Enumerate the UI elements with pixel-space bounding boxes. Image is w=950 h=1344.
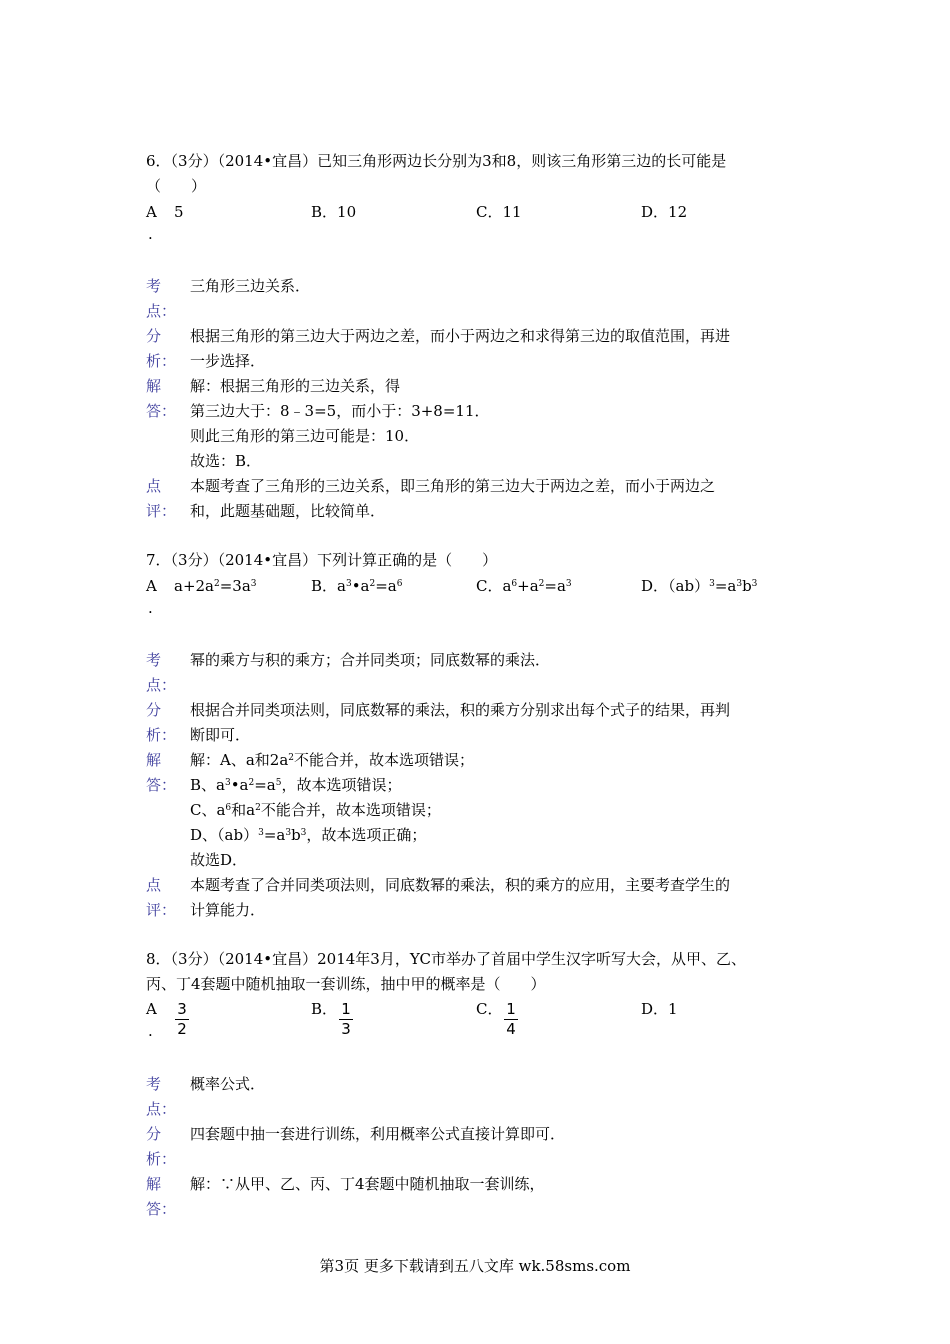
q7-jieda-label-1: 解 [146,751,162,769]
q6-option-a-dot: . [148,225,153,243]
q7-option-b: B．$a^3•a^2=a^6$ [311,577,403,595]
q7-fenxi-line1: 根据合并同类项法则，同底数幂的乘法，积的乘方分别求出每个式子的结果，再判 [190,701,731,719]
q8-option-a-denominator: 2 [177,1020,187,1038]
q7-option-c: C．$a^6+a^2=a^3$ [476,577,572,595]
q6-jieda-line2: 第三边大于：8﹣3=5，而小于：3+8=11． [190,402,490,420]
q8-jieda-line1: 解：∵从甲、乙、丙、丁4套题中随机抽取一套训练， [190,1175,545,1193]
q7-dianping-label-1: 点 [146,876,162,894]
q8-jieda-label-2: 答： [146,1200,177,1218]
q6-dianping-line1: 本题考查了三角形的三边关系，即三角形的第三边大于两边之差，而小于两边之 [190,477,716,495]
q8-option-a-fraction [175,1001,189,1038]
q7-option-a-letter: A [146,577,157,595]
q6-jieda-line4: 故选：B． [190,452,262,470]
q6-jieda-line1: 解：根据三角形的三边关系，得 [190,377,401,395]
q8-option-a-dot: . [148,1022,153,1040]
q7-option-a: $a+2a^2=3a^3$ [174,577,257,595]
q7-dianping-line2: 计算能力． [190,901,266,919]
q8-option-b-fraction [339,1001,353,1038]
q6-stem-line2: （ ） [146,177,207,195]
q8-kaodian: 概率公式． [190,1075,266,1093]
q8-option-c-numerator: 1 [504,1001,518,1020]
q8-fenxi-line1: 四套题中抽一套进行训练，利用概率公式直接计算即可． [190,1125,566,1143]
q6-jieda-label-1: 解 [146,377,162,395]
q7-jieda-line1: 解：A、a和$2a^2$不能合并，故本选项错误； [190,751,475,769]
q6-fenxi-line2: 一步选择． [190,352,266,370]
page-footer: 第3页 更多下载请到五八文库 wk.58sms.com [319,1257,631,1275]
q6-kaodian-label-2: 点： [146,302,177,320]
q8-option-a-numerator: 3 [175,1001,189,1020]
q6-jieda-label-2: 答： [146,402,177,420]
q6-dianping-label-2: 评： [146,502,177,520]
q7-fenxi-line2: 断即可． [190,726,251,744]
q7-option-d: D．$(ab)^3=a^3b^3$ [641,577,758,595]
q6-option-c: C．11 [476,203,522,221]
q6-option-a-letter: A [146,203,157,221]
q6-option-a: 5 [174,203,184,221]
q6-stem-line1: 6．（3分）（2014•宜昌）已知三角形两边长分别为3和8，则该三角形第三边的长可能是 [146,152,727,170]
q7-jieda-line5: 故选D． [190,851,248,869]
q7-kaodian: 幂的乘方与积的乘方；合并同类项；同底数幂的乘法． [190,651,551,669]
q6-kaodian: 三角形三边关系． [190,277,311,295]
q6-fenxi-label-1: 分 [146,327,162,345]
q8-option-c-denominator: 4 [506,1020,516,1038]
q6-option-d: D．12 [641,203,688,221]
q8-fenxi-label-1: 分 [146,1125,162,1143]
q8-option-a-letter: A [146,1000,157,1018]
q8-option-c-letter: C． [476,1000,503,1018]
q8-option-b-numerator: 1 [339,1001,353,1020]
q8-fenxi-label-2: 析： [146,1150,177,1168]
q8-kaodian-label-2: 点： [146,1100,177,1118]
q8-jieda-label-1: 解 [146,1175,162,1193]
q8-option-b-letter: B． [311,1000,338,1018]
q7-fenxi-label-1: 分 [146,701,162,719]
q8-option-b-denominator: 3 [341,1020,351,1038]
q8-stem-line1: 8．（3分）（2014•宜昌）2014年3月，YC市举办了首届中学生汉字听写大会，从甲、乙、 [146,950,746,968]
q6-dianping-label-1: 点 [146,477,162,495]
q7-stem: 7．（3分）（2014•宜昌）下列计算正确的是（ ） [146,551,498,569]
q7-option-a-dot: . [148,599,153,617]
q7-jieda-label-2: 答： [146,776,177,794]
q6-dianping-line2: 和，此题基础题，比较简单． [190,502,386,520]
q8-option-c-fraction [504,1001,518,1038]
q6-jieda-line3: 则此三角形的第三边可能是：10． [190,427,420,445]
q6-fenxi-label-2: 析： [146,352,177,370]
q7-jieda-line2: B、$a^3•a^2=a^5$，故本选项错误； [190,776,402,794]
q7-kaodian-label-1: 考 [146,651,162,669]
q7-kaodian-label-2: 点： [146,676,177,694]
q7-dianping-line1: 本题考查了合并同类项法则，同底数幂的乘法，积的乘方的应用，主要考查学生的 [190,876,731,894]
q6-option-b: B．10 [311,203,357,221]
q6-kaodian-label-1: 考 [146,277,162,295]
q6-fenxi-line1: 根据三角形的第三边大于两边之差，而小于两边之和求得第三边的取值范围，再进 [190,327,731,345]
q8-stem-line2: 丙、丁4套题中随机抽取一套训练，抽中甲的概率是（ ） [146,975,546,993]
q7-jieda-line4: D、$(ab)^3=a^3b^3$，故本选项正确； [190,826,427,844]
q8-kaodian-label-1: 考 [146,1075,162,1093]
q8-option-d: D．1 [641,1000,678,1018]
q7-fenxi-label-2: 析： [146,726,177,744]
q7-dianping-label-2: 评： [146,901,177,919]
q7-jieda-line3: C、$a^6$和$a^2$不能合并，故本选项错误； [190,801,441,819]
